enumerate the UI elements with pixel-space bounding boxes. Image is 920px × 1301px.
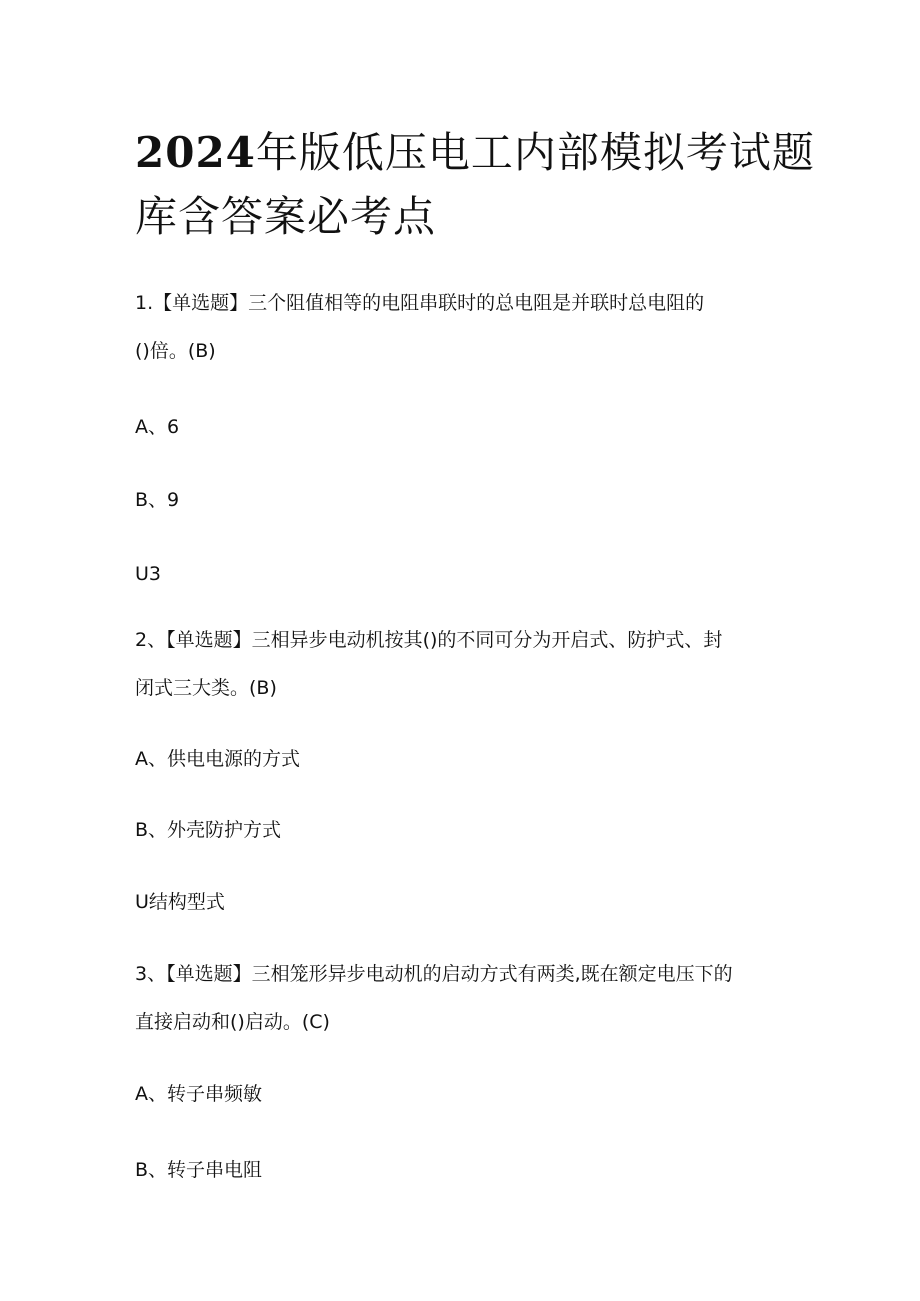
- question-2-text-continued: 闭式三大类。(B): [135, 677, 277, 699]
- document-title-line-1: [135, 128, 815, 177]
- title-year: 2024: [135, 128, 256, 177]
- question-2-option-b: B、外壳防护方式: [135, 819, 282, 841]
- question-3-text-continued: 直接启动和()启动。(C): [135, 1011, 330, 1033]
- question-3-option-b: B、转子串电阻: [135, 1159, 263, 1181]
- question-1-option-a: A、6: [135, 416, 180, 438]
- document-title-line-2: 库含答案必考点: [135, 192, 437, 241]
- question-3-option-a: A、转子串频敏: [135, 1083, 262, 1105]
- question-1-option-c: U3: [135, 563, 161, 585]
- question-2-option-c: U结构型式: [135, 891, 225, 913]
- question-1-text-continued: ()倍。(B): [135, 340, 216, 362]
- question-3-text: 3、【单选题】三相笼形异步电动机的启动方式有两类,既在额定电压下的: [135, 963, 733, 985]
- question-2-option-a: A、供电电源的方式: [135, 748, 300, 770]
- question-1-text: 1.【单选题】三个阻值相等的电阻串联时的总电阻是并联时总电阻的: [135, 292, 705, 314]
- question-2-text: 2、【单选题】三相异步电动机按其()的不同可分为开启式、防护式、封: [135, 629, 723, 651]
- question-1-option-b: B、9: [135, 489, 180, 511]
- title-text: 年版低压电工内部模拟考试题: [255, 128, 815, 177]
